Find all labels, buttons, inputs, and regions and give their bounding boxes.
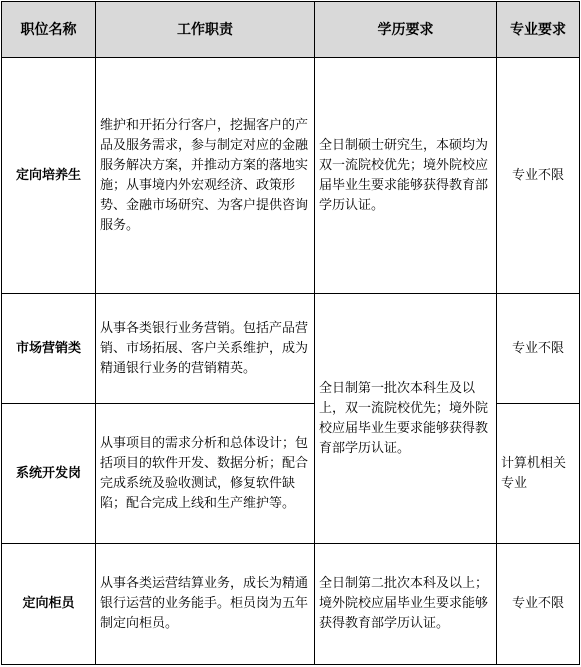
table-header-row	[2, 2, 580, 58]
position-cell: 市场营销类	[2, 294, 96, 404]
major-cell: 专业不限	[497, 294, 580, 404]
duties-cell: 从事各类运营结算业务，成长为精通银行运营的业务能手。柜员岗为五年制定向柜员。	[96, 544, 315, 665]
header-education: 学历要求	[315, 2, 497, 58]
education-cell: 全日制硕士研究生，本硕均为双一流院校优先；境外院校应届毕业生要求能够获得教育部学历认证。	[315, 58, 497, 294]
major-cell: 专业不限	[497, 58, 580, 294]
position-cell: 定向柜员	[2, 544, 96, 665]
education-cell: 全日制第二批次本科及以上；境外院校应届毕业生要求能够获得教育部学历认证。	[315, 544, 497, 665]
major-cell: 计算机相关专业	[497, 404, 580, 544]
table-row	[2, 544, 580, 665]
major-cell: 专业不限	[497, 544, 580, 665]
table-row	[2, 58, 580, 294]
job-requirements-table	[1, 1, 580, 665]
header-duties: 工作职责	[96, 2, 315, 58]
duties-cell: 维护和开拓分行客户，挖掘客户的产品及服务需求，参与制定对应的金融服务解决方案，并推动方案的落地实施；从事境内外宏观经济、政策形势、金融市场研究、为客户提供咨询服务。	[96, 58, 315, 294]
header-major: 专业要求	[497, 2, 580, 58]
education-cell: 全日制第一批次本科生及以上，双一流院校优先；境外院校应届毕业生要求能够获得教育部学历认证。	[315, 294, 497, 544]
position-cell: 定向培养生	[2, 58, 96, 294]
header-position: 职位名称	[2, 2, 96, 58]
duties-cell: 从事项目的需求分析和总体设计；包括项目的软件开发、数据分析；配合完成系统及验收测试，修复软件缺陷；配合完成上线和生产维护等。	[96, 404, 315, 544]
table-row	[2, 294, 580, 404]
position-cell: 系统开发岗	[2, 404, 96, 544]
duties-cell: 从事各类银行业务营销。包括产品营销、市场拓展、客户关系维护，成为精通银行业务的营销精英。	[96, 294, 315, 404]
